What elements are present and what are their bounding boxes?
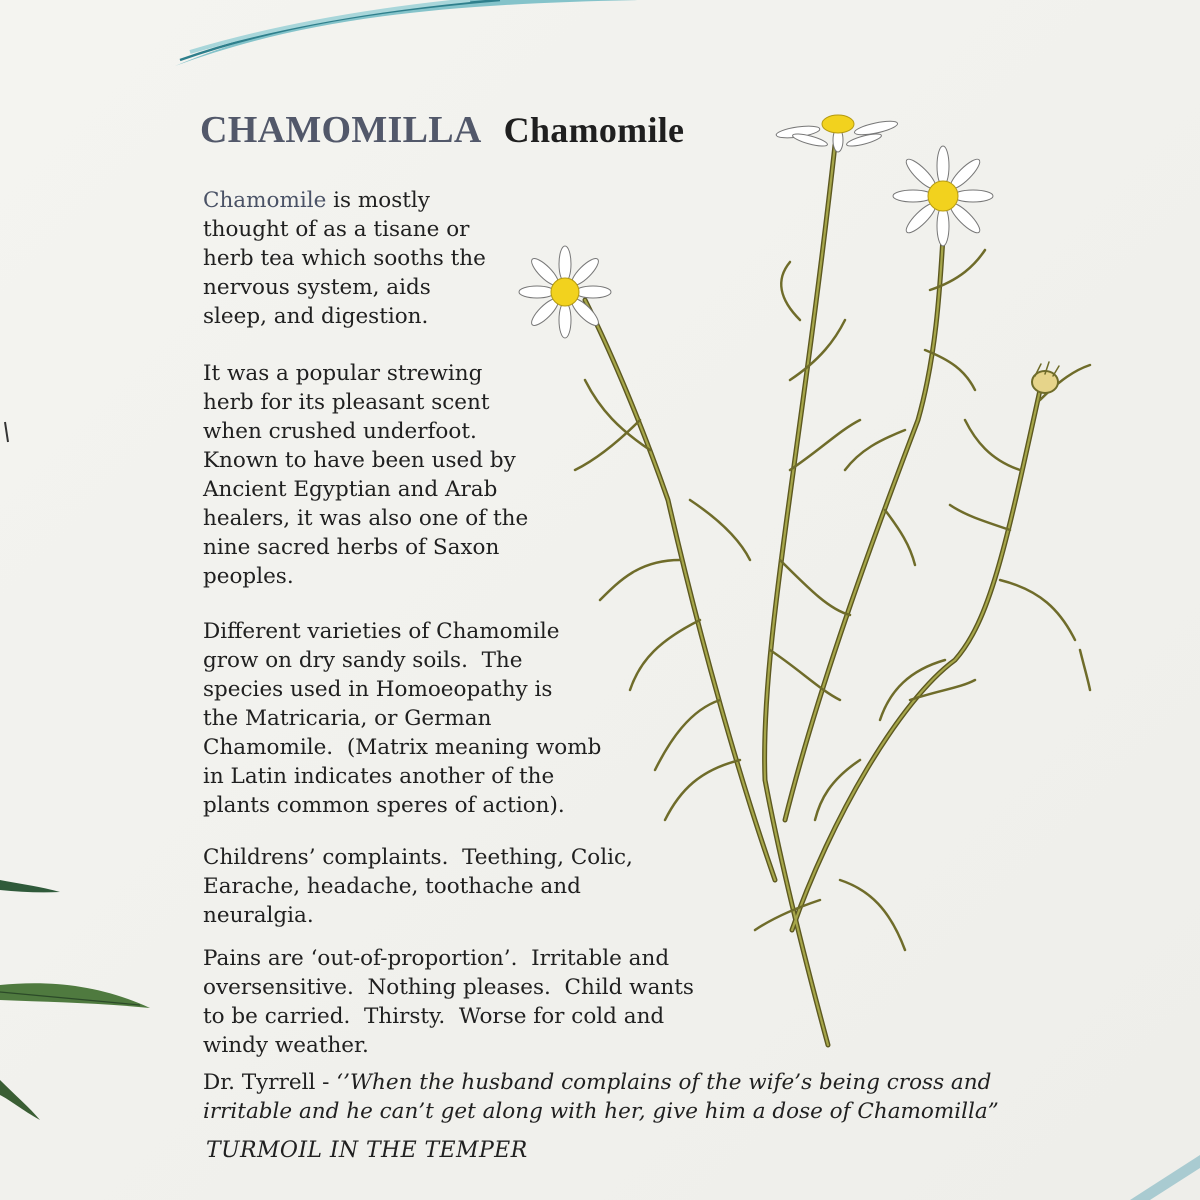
- top-border-swoosh: [175, 0, 640, 66]
- varieties-paragraph: Different varieties of Chamomile grow on dry sandy soils. The species used in Homoeopathy is the Matricaria, or German Chamomile. (Matrix meaning womb in Latin indicates another of the plants common speres of action).: [203, 619, 602, 818]
- latin-name: CHAMOMILLA: [200, 109, 482, 151]
- symptoms-paragraph: Pains are ‘out-of-proportion’. Irritable and oversensitive. Nothing pleases. Child wants to be carried. Thirsty. Worse for cold and windy weather.: [203, 946, 694, 1058]
- left-leaf-illustration: [0, 422, 150, 1120]
- common-name: Chamomile: [503, 110, 685, 150]
- intro-lead-word: Chamomile: [203, 188, 327, 213]
- flower-head-right: [893, 146, 993, 246]
- corner-brush-mark: [1130, 1155, 1200, 1200]
- tyrrell-quote: [203, 1068, 999, 1126]
- page-title: [200, 108, 684, 152]
- intro-text: is mostly thought of as a tisane or herb tea which sooths the nervous system, aids sleep, and digestion.: [203, 188, 486, 329]
- quote-text: ‘’When the husband complains of the wife’s being cross and irritable and he can’t get along with her, give him a dose of Chamomilla”: [203, 1070, 999, 1124]
- intro-paragraph: [203, 186, 486, 331]
- flower-head-left: [519, 246, 611, 338]
- keynote-motto: TURMOIL IN THE TEMPER: [206, 1138, 528, 1163]
- history-paragraph: It was a popular strewing herb for its pleasant scent when crushed underfoot. Known to have been used by Ancient Egyptian and Arab healers, it was also one of the nine sacred herbs of Saxon peoples.: [203, 361, 529, 589]
- complaints-paragraph: Childrens’ complaints. Teething, Colic, Earache, headache, toothache and neuralgia.: [203, 845, 633, 928]
- flower-head-top: [776, 115, 899, 152]
- flower-bud: [1032, 362, 1059, 393]
- quote-attribution: Dr. Tyrrell -: [203, 1070, 337, 1095]
